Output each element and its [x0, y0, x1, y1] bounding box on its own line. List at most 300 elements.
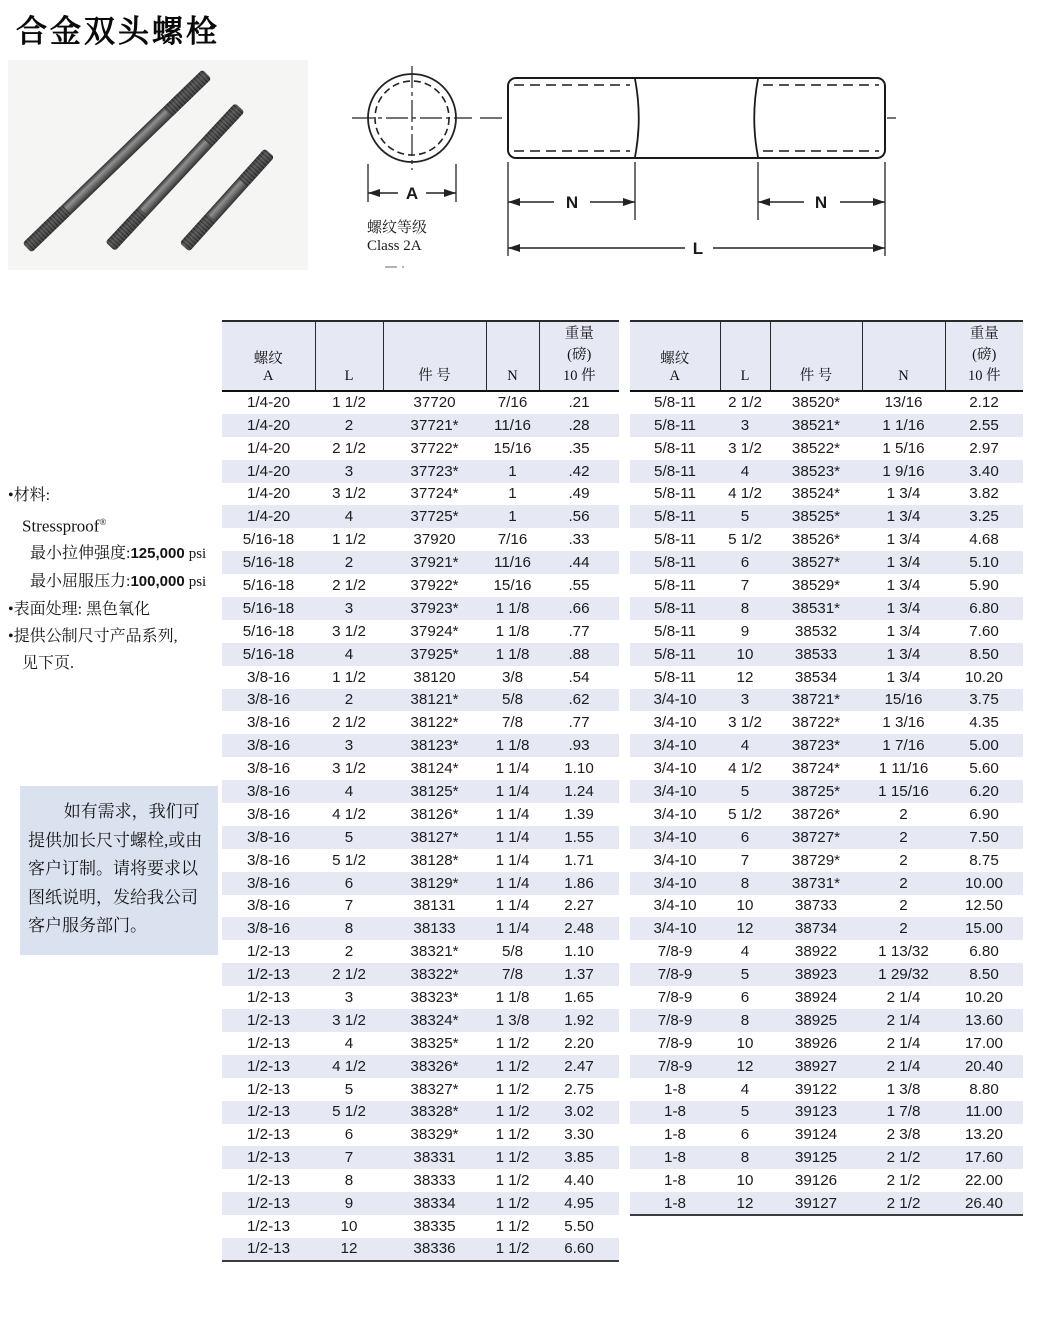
table-cell: 38335 [413, 1217, 456, 1235]
table-cell: 38323* [410, 989, 459, 1006]
table-cell: 11.00 [965, 1103, 1003, 1121]
table-cell: 2 1/2 [332, 439, 366, 457]
material-notes [8, 482, 220, 677]
table-cell: 1 15/16 [878, 782, 929, 800]
table-cell: 1/2-13 [246, 1149, 291, 1167]
material-label: •材料: [8, 487, 51, 504]
table-cell: 4 1/2 [728, 485, 762, 503]
stud-table [222, 320, 619, 1262]
stud-photo-illustration [8, 60, 308, 270]
col-header-thread: 螺纹 A [222, 321, 315, 391]
table-cell: 3.40 [969, 462, 999, 480]
table-cell: 1/4-20 [246, 485, 291, 503]
table-cell: 38333 [413, 1172, 456, 1190]
table-row [630, 460, 1023, 483]
table-row [222, 643, 619, 666]
table-cell: 10.00 [964, 874, 1003, 892]
table-cell: 7.50 [969, 828, 999, 846]
table-cell: 39122 [794, 1080, 838, 1098]
table-row [630, 597, 1023, 620]
table-row [630, 1101, 1023, 1124]
table-row [630, 1146, 1023, 1169]
table-cell: 17.60 [964, 1149, 1003, 1167]
dim-a-label: A [405, 184, 419, 203]
table-cell: 1 1/4 [495, 874, 530, 892]
table-cell: 4 [740, 943, 750, 961]
table-cell: 3/4-10 [653, 828, 697, 846]
table-cell: 1 1/2 [495, 1149, 530, 1167]
table-row [222, 1215, 619, 1238]
table-row [630, 734, 1023, 757]
table-cell: 1 3/4 [886, 554, 921, 572]
table-cell: 1/2-13 [246, 966, 291, 984]
table-cell: 2 [344, 416, 354, 434]
table-row [222, 1146, 619, 1169]
table-cell: 5.90 [969, 576, 999, 594]
table-cell: 12.50 [964, 897, 1003, 915]
table-cell: 2 [344, 943, 354, 961]
table-cell: 2.97 [969, 439, 999, 457]
table-cell: 8.50 [969, 645, 999, 663]
table-cell: 38133 [413, 920, 456, 938]
table-cell: 1 1/2 [495, 1240, 530, 1258]
col-header-thread: 螺纹 A [630, 321, 720, 391]
table-row [222, 551, 619, 574]
table-row [630, 940, 1023, 963]
table-cell: 2 1/4 [886, 1011, 921, 1029]
table-cell: 1.55 [564, 828, 594, 846]
table-cell: 3.82 [969, 485, 999, 503]
table-row [630, 643, 1023, 666]
table-cell: 1/2-13 [246, 1195, 291, 1213]
table-cell: 9 [344, 1195, 354, 1213]
table-cell: 38126* [410, 805, 459, 823]
table-cell: 3/8-16 [246, 828, 291, 846]
table-cell: 1 3/8 [495, 1011, 530, 1029]
table-cell: 38526* [791, 531, 841, 549]
table-cell: 38336 [413, 1240, 456, 1258]
table-cell: 2.75 [564, 1080, 594, 1098]
table-cell: 8 [344, 920, 354, 938]
table-cell: 4.95 [564, 1195, 594, 1213]
table-cell: 38725* [791, 782, 841, 800]
table-cell: 38924 [794, 989, 838, 1006]
table-cell: 3/4-10 [653, 691, 697, 709]
table-cell: 1/2-13 [246, 1240, 291, 1258]
table-cell: 1/2-13 [246, 1057, 291, 1075]
table-row [222, 963, 619, 986]
table-cell: 38527* [791, 554, 841, 572]
table-cell: 2 1/2 [332, 576, 366, 594]
table-cell: 15/16 [884, 691, 923, 709]
table-cell: 9 [740, 622, 750, 640]
table-cell: 7/8-9 [657, 989, 693, 1006]
table-cell: 7/8 [501, 966, 524, 984]
table-cell: 2 [899, 920, 908, 938]
table-cell: 2 1/4 [886, 989, 921, 1006]
table-cell: 6.20 [969, 782, 999, 800]
table-cell: 1 3/8 [886, 1080, 921, 1098]
table-cell: 6 [740, 828, 750, 846]
table-cell: 10.20 [964, 989, 1003, 1006]
table-cell: 1-8 [664, 1126, 686, 1144]
table-cell: 3/4-10 [653, 714, 697, 732]
table-row [222, 849, 619, 872]
table-cell: 1 7/16 [882, 737, 925, 755]
col-header-length: L [315, 321, 383, 391]
table-cell: .33 [568, 531, 590, 549]
table-cell: 38131 [413, 897, 456, 915]
table-row [222, 1238, 619, 1261]
table-cell: 3/8-16 [246, 874, 291, 892]
table-cell: 1 1/2 [495, 1195, 530, 1213]
table-cell: 1.37 [564, 966, 594, 984]
table-cell: 15/16 [493, 576, 532, 594]
table-cell: 5/8-11 [654, 485, 696, 503]
table-cell: 38721* [791, 691, 841, 709]
table-cell: 2 3/8 [886, 1126, 921, 1144]
table-cell: 10 [340, 1217, 358, 1235]
table-cell: 5/8-11 [654, 531, 696, 549]
table-row [630, 528, 1023, 551]
table-header [630, 321, 1023, 391]
table-cell: 38521* [791, 416, 841, 434]
table-row [630, 1032, 1023, 1055]
table-cell: 3 [344, 462, 354, 480]
stud-table-right [630, 320, 1023, 1216]
table-row [630, 437, 1023, 460]
product-photo [8, 60, 308, 270]
table-cell: 3/8-16 [246, 782, 291, 800]
table-row [222, 391, 619, 414]
table-cell: 3/4-10 [653, 782, 697, 800]
table-row [630, 1124, 1023, 1147]
table-cell: 1 3/4 [886, 645, 921, 663]
table-row [630, 872, 1023, 895]
table-cell: 3/8-16 [246, 691, 291, 709]
table-cell: 1 1/4 [495, 760, 530, 778]
table-cell: 7/8-9 [657, 1011, 693, 1029]
table-cell: .62 [568, 691, 590, 709]
table-row [630, 689, 1023, 712]
table-cell: 7 [344, 1149, 354, 1167]
table-cell: 5 [344, 1080, 354, 1098]
table-cell: 3/4-10 [653, 737, 697, 755]
table-row [222, 780, 619, 803]
table-cell: 3 [344, 989, 354, 1006]
tensile-strength-line: 最小拉伸强度:125,000 psi [30, 544, 207, 562]
table-cell: 6.60 [564, 1240, 594, 1258]
table-cell: 8 [740, 599, 750, 617]
table-row [630, 826, 1023, 849]
table-cell: 1.71 [564, 851, 594, 869]
table-cell: 37720 [413, 394, 456, 412]
table-cell: 1.10 [564, 760, 594, 778]
table-row [222, 986, 619, 1009]
col-header-part: 件 号 [383, 321, 486, 391]
table-cell: 1 3/4 [886, 668, 921, 686]
table-cell: 1 3/4 [886, 531, 921, 549]
table-cell: 5/8 [501, 691, 524, 709]
table-cell: 6.80 [969, 599, 999, 617]
table-cell: 8.75 [969, 851, 999, 869]
table-cell: 2 1/4 [886, 1057, 921, 1075]
table-cell: 3 [740, 691, 750, 709]
table-cell: 15.00 [964, 920, 1003, 938]
arrow-right-icon [444, 189, 456, 197]
col-header-weight: 重量 (磅) 10 件 [539, 321, 619, 391]
table-cell: 4 1/2 [332, 805, 366, 823]
table-cell: 5/16-18 [242, 576, 295, 594]
table-cell: 38324* [410, 1011, 459, 1029]
table-cell: 5/8-11 [654, 394, 696, 412]
table-cell: 4 1/2 [332, 1057, 366, 1075]
table-cell: 3.25 [969, 508, 999, 526]
table-cell: 4 [740, 1080, 750, 1098]
table-cell: 1 3/4 [886, 485, 921, 503]
table-cell: 1.39 [564, 805, 594, 823]
table-cell: 38327* [410, 1080, 459, 1098]
table-row [222, 597, 619, 620]
table-row [630, 666, 1023, 689]
table-cell: 7 [740, 851, 750, 869]
table-cell: 5 [740, 508, 750, 526]
table-cell: 1 11/16 [878, 760, 929, 778]
table-cell: 1 1/2 [495, 1172, 530, 1190]
table-cell: 1 5/16 [882, 439, 925, 457]
metric-note-line2: 见下页. [22, 654, 75, 672]
table-cell: 17.00 [964, 1034, 1003, 1052]
table-cell: 1 1/8 [495, 645, 530, 663]
table-cell: 3/4-10 [653, 874, 697, 892]
table-cell: 1 9/16 [882, 462, 925, 480]
table-cell: 3/8-16 [246, 851, 291, 869]
table-cell: 7 [344, 897, 354, 915]
table-cell: .21 [568, 394, 590, 412]
table-row [222, 734, 619, 757]
table-cell: 5 [344, 828, 354, 846]
table-cell: 1 1/4 [495, 897, 530, 915]
table-cell: 1 1/2 [332, 394, 366, 412]
table-cell: 3.30 [564, 1126, 594, 1144]
table-cell: .44 [568, 554, 590, 572]
table-cell: 7/8-9 [657, 1057, 693, 1075]
table-cell: 38326* [410, 1057, 459, 1075]
table-cell: 37925* [410, 645, 459, 663]
table-cell: 3/4-10 [653, 897, 697, 915]
table-row [222, 437, 619, 460]
table-cell: 3 1/2 [332, 1011, 366, 1029]
table-cell: .93 [568, 737, 590, 755]
table-cell: 1 1/2 [332, 531, 366, 549]
table-row [630, 895, 1023, 918]
table-cell: 5 1/2 [728, 805, 762, 823]
table-cell: .56 [568, 508, 590, 526]
table-cell: 5/8-11 [654, 416, 696, 434]
table-cell: 38722* [791, 714, 841, 732]
table-cell: 5 [740, 1103, 750, 1121]
table-cell: 39123 [794, 1103, 838, 1121]
table-cell: 3 1/2 [728, 439, 762, 457]
table-row [222, 574, 619, 597]
table-cell: 1 [508, 485, 517, 503]
side-view [480, 78, 896, 258]
table-cell: 4 [344, 782, 354, 800]
table-cell: 2 1/2 [332, 966, 366, 984]
table-cell: 1 1/2 [495, 1126, 530, 1144]
table-cell: 1 1/4 [495, 828, 530, 846]
table-cell: 5.10 [969, 554, 999, 572]
table-cell: 2.47 [564, 1057, 594, 1075]
table-cell: 1 1/4 [495, 782, 530, 800]
table-cell: 1 1/16 [882, 416, 925, 434]
table-cell: 3/8-16 [246, 920, 291, 938]
table-cell: 37725* [410, 508, 459, 526]
table-row [222, 1124, 619, 1147]
table-cell: 2.55 [969, 416, 999, 434]
table-cell: 6 [344, 874, 354, 892]
table-row [630, 391, 1023, 414]
table-cell: 3 1/2 [728, 714, 762, 732]
table-cell: 38531* [791, 599, 841, 617]
table-cell: 1-8 [664, 1194, 686, 1212]
table-cell: 5/8-11 [654, 462, 696, 480]
table-row [222, 460, 619, 483]
thread-class-en: Class 2A [367, 238, 422, 254]
table-cell: 2.20 [564, 1034, 594, 1052]
table-row [222, 1169, 619, 1192]
col-header-weight: 重量 (磅) 10 件 [945, 321, 1023, 391]
table-cell: 15/16 [493, 439, 532, 457]
table-cell: 8.80 [969, 1080, 999, 1098]
table-cell: 38926 [794, 1034, 838, 1052]
table-cell: 8 [740, 1149, 750, 1167]
col-header-part: 件 号 [770, 321, 862, 391]
table-cell: 5 [740, 966, 750, 984]
table-cell: 1 1/2 [332, 668, 366, 686]
technical-drawing [340, 60, 900, 315]
table-cell: 1 1/2 [495, 1103, 530, 1121]
table-cell: 38129* [410, 874, 459, 892]
table-row [222, 826, 619, 849]
table-cell: 37924* [410, 622, 459, 640]
table-cell: 2 1/4 [886, 1034, 921, 1052]
table-cell: 7/8-9 [657, 1034, 693, 1052]
table-cell: 1 1/4 [495, 805, 530, 823]
thread-class-cn: 螺纹等级 [367, 220, 428, 236]
dim-l-label: L [692, 239, 704, 258]
table-cell: 12 [736, 920, 754, 938]
table-cell: 1-8 [664, 1149, 686, 1167]
table-cell: 5 [740, 782, 750, 800]
table-cell: 1 1/2 [495, 1080, 530, 1098]
table-cell: 37721* [410, 416, 459, 434]
table-row [222, 1192, 619, 1215]
table-cell: 1 1/2 [495, 1034, 530, 1052]
table-cell: 20.40 [964, 1057, 1003, 1075]
table-cell: 13/16 [884, 394, 923, 412]
table-cell: 38128* [410, 851, 459, 869]
table-cell: 4 1/2 [728, 760, 762, 778]
table-row [630, 757, 1023, 780]
table-cell: 6.80 [969, 943, 999, 961]
table-cell: 5.60 [969, 760, 999, 778]
table-cell: 1.10 [564, 943, 594, 961]
table-row [222, 505, 619, 528]
table-cell: 10 [736, 1172, 754, 1190]
table-cell: 38127* [410, 828, 459, 846]
table-cell: 3/4-10 [653, 920, 697, 938]
table-cell: 7/8-9 [657, 966, 693, 984]
table-row [630, 780, 1023, 803]
table-cell: 39125 [794, 1149, 838, 1167]
table-row [222, 757, 619, 780]
table-cell: 2 1/2 [728, 394, 762, 412]
table-cell: 38334 [413, 1195, 456, 1213]
table-row [222, 620, 619, 643]
table-cell: 2 1/2 [886, 1172, 921, 1190]
table-row [630, 1009, 1023, 1032]
table-cell: 5/16-18 [242, 531, 295, 549]
page-title: 合金双头螺栓 [16, 14, 220, 49]
table-cell: 26.40 [964, 1194, 1003, 1212]
table-cell: 38927 [794, 1057, 838, 1075]
table-cell: 3/8 [501, 668, 524, 686]
table-cell: 1 1/8 [495, 989, 530, 1006]
table-cell: 1 [508, 508, 517, 526]
table-cell: 1 7/8 [886, 1103, 921, 1121]
table-cell: 2 [344, 691, 354, 709]
table-cell: 12 [340, 1240, 358, 1258]
table-cell: 7/16 [497, 531, 528, 549]
table-cell: 38329* [410, 1126, 459, 1144]
table-cell: 1/4-20 [246, 416, 291, 434]
table-cell: 37920 [413, 531, 456, 549]
table-cell: 38731* [791, 874, 841, 892]
table-cell: 38525* [791, 508, 841, 526]
table-cell: 3 1/2 [332, 485, 366, 503]
table-cell: 8 [344, 1172, 354, 1190]
end-view [352, 66, 472, 203]
table-cell: 3/8-16 [246, 805, 291, 823]
table-cell: 37922* [410, 576, 459, 594]
table-cell: 5/8-11 [654, 554, 696, 572]
table-cell: 7/16 [497, 394, 528, 412]
table-cell: 4 [740, 737, 750, 755]
table-cell: 5/16-18 [242, 554, 295, 572]
table-cell: 1 1/4 [495, 851, 530, 869]
table-cell: 1/4-20 [246, 508, 291, 526]
table-row [630, 711, 1023, 734]
table-cell: 4 [344, 508, 354, 526]
table-cell: 1/2-13 [246, 1080, 291, 1098]
table-cell: 38925 [794, 1011, 838, 1029]
table-row [630, 849, 1023, 872]
table-cell: 4.40 [564, 1172, 594, 1190]
table-cell: 7.60 [969, 622, 999, 640]
table-row [222, 528, 619, 551]
table-cell: 1/2-13 [246, 989, 291, 1006]
table-body [630, 391, 1023, 1215]
table-cell: 39127 [794, 1194, 838, 1212]
table-row [222, 1055, 619, 1078]
table-row [222, 666, 619, 689]
table-cell: 3/8-16 [246, 760, 291, 778]
table-row [222, 872, 619, 895]
table-cell: 38923 [794, 966, 838, 984]
table-cell: 5/8-11 [654, 622, 696, 640]
table-row [630, 505, 1023, 528]
